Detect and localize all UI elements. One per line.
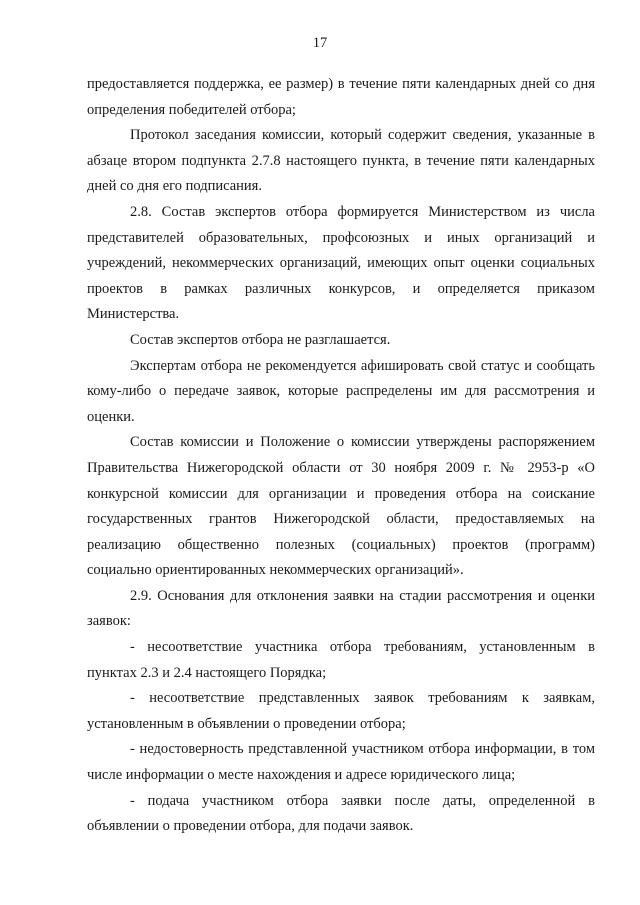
paragraph-2-8: 2.8. Состав экспертов отбора формируется Министерством из числа представителей образовательных, профсоюзных и иных организаций и учреждений, некоммерческих организаций, имеющих опыт оценки социальных проектов в рамках различных конкурсов, и определяется приказом Министерства.: [87, 203, 595, 323]
list-item: - подача участником отбора заявки после даты, определенной в объявлении о проведении отбора, для подачи заявок.: [87, 792, 595, 835]
list-item: - недостоверность представленной участником отбора информации, в том числе информации о месте нахождения и адресе юридического лица;: [87, 741, 595, 784]
list-item: - несоответствие участника отбора требованиям, установленным в пунктах 2.3 и 2.4 настоящего Порядка;: [87, 639, 595, 681]
paragraph-continuation: предоставляется поддержка, ее размер) в течение пяти календарных дней со дня определения победителей отбора;: [87, 76, 595, 118]
paragraph-2-9: 2.9. Основания для отклонения заявки на стадии рассмотрения и оценки заявок:: [87, 587, 595, 630]
body-text: [87, 72, 595, 840]
paragraph-experts-confidential: Состав экспертов отбора не разглашается.: [130, 331, 391, 348]
page-number: 17: [312, 35, 328, 51]
paragraph-commission: Состав комиссии и Положение о комиссии утверждены распоряжением Правительства Нижегородской области от 30 ноября 2009 г. № 2953-р «О конкурсной комиссии для организации и проведения отбора на соискание государственных грантов Нижегородской области, предоставляемых на реализацию общественно полезных (социальных) проектов (программ) социально ориентированных некоммерческих организаций».: [87, 434, 595, 579]
list-item: - несоответствие представленных заявок требованиям к заявкам, установленным в объявлении о проведении отбора;: [87, 690, 595, 732]
paragraph-protocol: Протокол заседания комиссии, который содержит сведения, указанные в абзаце втором подпункта 2.7.8 настоящего пункта, в течение пяти календарных дней со дня его подписания.: [87, 127, 595, 195]
paragraph-experts-status: Экспертам отбора не рекомендуется афишировать свой статус и сообщать кому-либо о передаче заявок, которые распределены им для рассмотрения и оценки.: [87, 357, 595, 425]
